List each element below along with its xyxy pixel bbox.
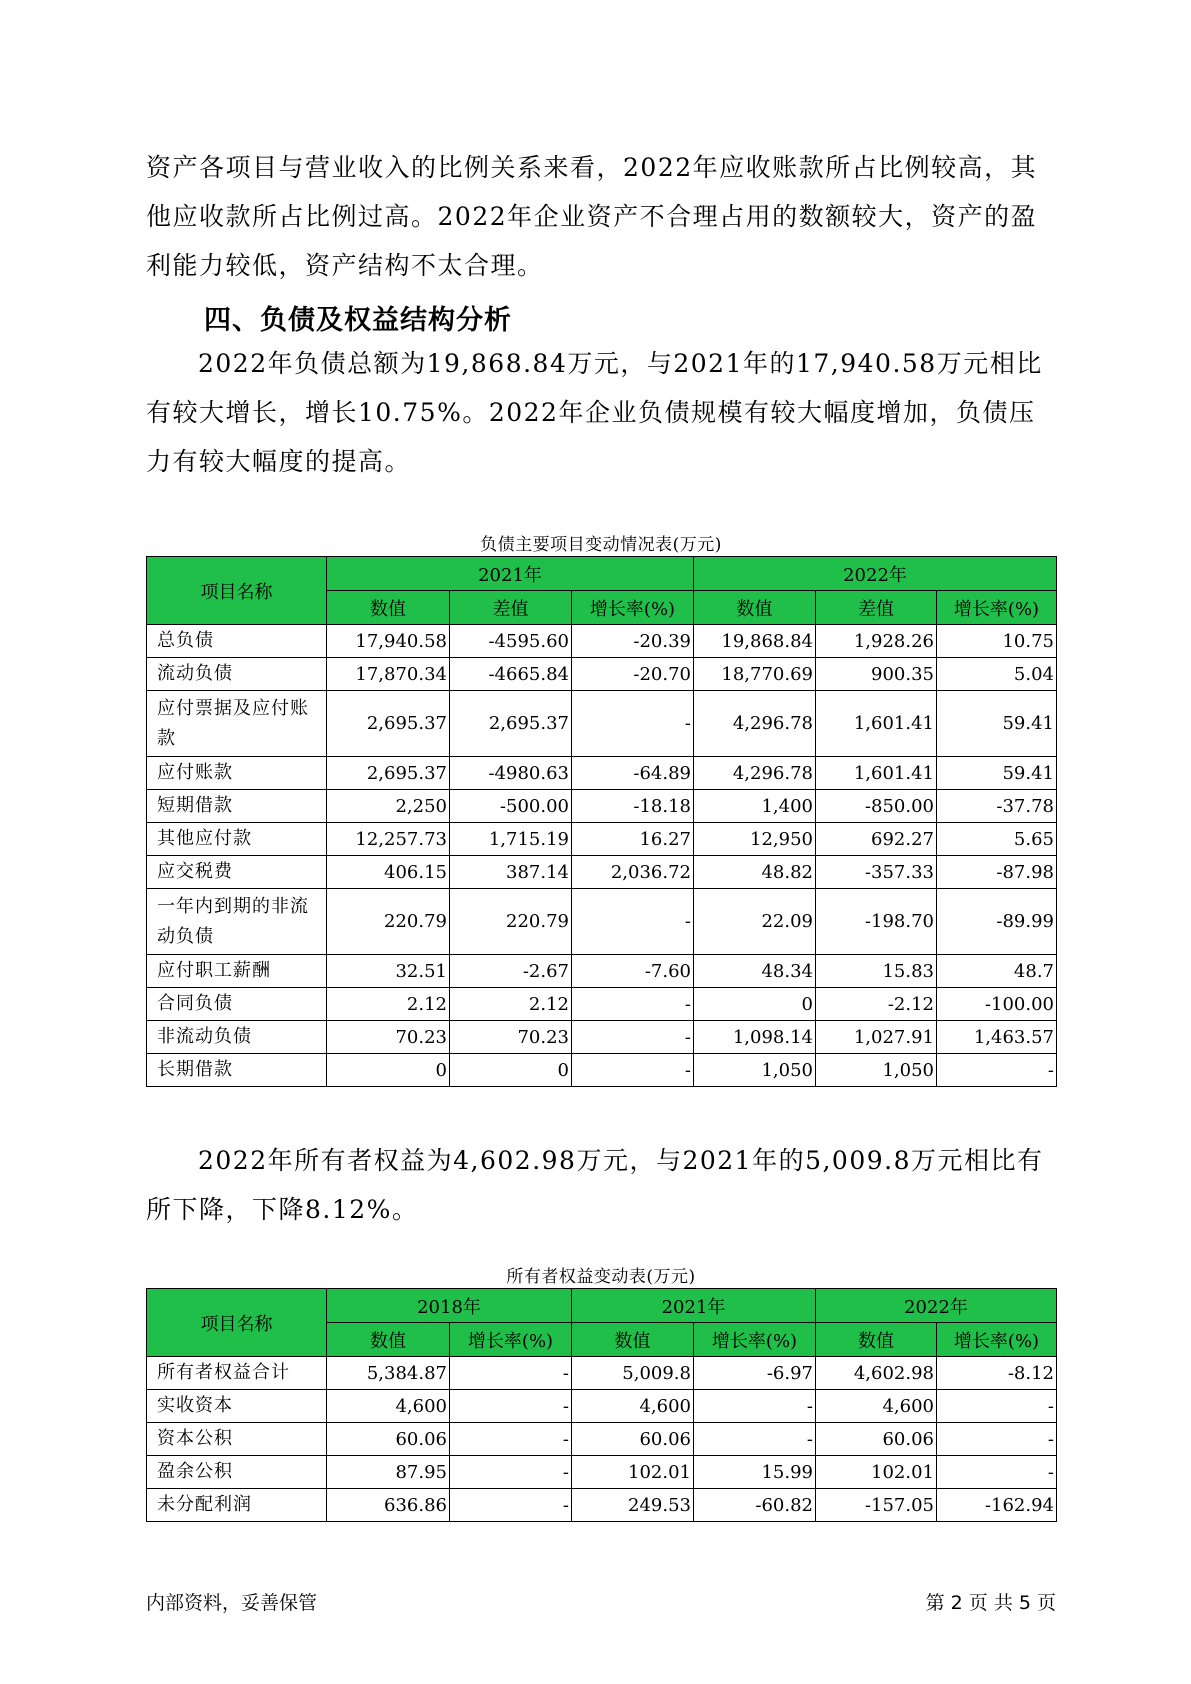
table-cell: 692.27: [816, 823, 937, 856]
table-cell: 4,600: [816, 1390, 937, 1423]
liab-sub-header: 差值: [450, 591, 572, 625]
row-label: 非流动负债: [147, 1021, 327, 1054]
eq-sub-header: 数值: [572, 1323, 694, 1357]
table-row: [147, 1390, 1057, 1423]
footer-confidential: 内部资料，妥善保管: [146, 1592, 318, 1614]
table-cell: 15.83: [816, 955, 937, 988]
table-cell: -: [450, 1456, 572, 1489]
table-cell: 59.41: [937, 757, 1057, 790]
table-cell: -: [572, 1054, 694, 1087]
table-cell: -162.94: [937, 1489, 1057, 1522]
table-cell: -850.00: [816, 790, 937, 823]
table-cell: 12,257.73: [327, 823, 450, 856]
table-cell: -: [572, 1021, 694, 1054]
table-cell: 60.06: [327, 1423, 450, 1456]
row-label: 一年内到期的非流动负债: [147, 889, 327, 955]
table-cell: 406.15: [327, 856, 450, 889]
paragraph-equity-text: 2022年所有者权益为4,602.98万元，与2021年的5,009.8万元相比有所下降，下降8.12%。: [146, 1146, 1044, 1224]
table-cell: 4,602.98: [816, 1357, 937, 1390]
table-cell: -20.70: [572, 658, 694, 691]
equity-table-caption: 所有者权益变动表(万元): [506, 1267, 696, 1287]
table-cell: -7.60: [572, 955, 694, 988]
table-row: [147, 691, 1057, 757]
table-cell: 48.7: [937, 955, 1057, 988]
table-row: [147, 823, 1057, 856]
table-row: [147, 757, 1057, 790]
table-cell: 48.82: [694, 856, 816, 889]
table-cell: -60.82: [694, 1489, 816, 1522]
eq-sub-header: 数值: [816, 1323, 937, 1357]
table-cell: -6.97: [694, 1357, 816, 1390]
row-label: 未分配利润: [147, 1489, 327, 1522]
liability-name-header: 项目名称: [147, 557, 327, 625]
liability-table: [146, 556, 1057, 1087]
row-label: 应付职工薪酬: [147, 955, 327, 988]
eq-sub-header: 增长率(%): [450, 1323, 572, 1357]
table-cell: 1,601.41: [816, 757, 937, 790]
table-row: [147, 625, 1057, 658]
table-cell: -2.67: [450, 955, 572, 988]
table-cell: -500.00: [450, 790, 572, 823]
table-cell: 19,868.84: [694, 625, 816, 658]
liab-sub-header: 数值: [327, 591, 450, 625]
section-heading: 四、负债及权益结构分析: [204, 305, 512, 336]
table-row: [147, 1021, 1057, 1054]
table-cell: -: [572, 889, 694, 955]
table-cell: -20.39: [572, 625, 694, 658]
paragraph-asset-structure: 资产各项目与营业收入的比例关系来看，2022年应收账款所占比例较高，其他应收款所占比例过高。2022年企业资产不合理占用的数额较大，资产的盈利能力较低，资产结构不太合理。: [146, 153, 1038, 280]
table-cell: 636.86: [327, 1489, 450, 1522]
table-cell: -37.78: [937, 790, 1057, 823]
paragraph-liability-text: 2022年负债总额为19,868.84万元，与2021年的17,940.58万元相比有较大增长，增长10.75%。2022年企业负债规模有较大幅度增加，负债压力有较大幅度的提高。: [146, 349, 1043, 476]
table-cell: -4595.60: [450, 625, 572, 658]
table-cell: 12,950: [694, 823, 816, 856]
table-cell: 1,027.91: [816, 1021, 937, 1054]
row-label: 总负债: [147, 625, 327, 658]
table-cell: -: [694, 1423, 816, 1456]
table-cell: -: [572, 988, 694, 1021]
table-row: [147, 889, 1057, 955]
table-cell: 249.53: [572, 1489, 694, 1522]
table-cell: 16.27: [572, 823, 694, 856]
table-cell: -: [937, 1054, 1057, 1087]
table-cell: -: [450, 1489, 572, 1522]
table-cell: 4,296.78: [694, 757, 816, 790]
table-cell: 1,050: [816, 1054, 937, 1087]
row-label: 合同负债: [147, 988, 327, 1021]
table-row: [147, 658, 1057, 691]
table-cell: -: [450, 1423, 572, 1456]
row-label: 所有者权益合计: [147, 1357, 327, 1390]
table-cell: -4665.84: [450, 658, 572, 691]
row-label: 盈余公积: [147, 1456, 327, 1489]
table-cell: -157.05: [816, 1489, 937, 1522]
table-cell: -: [450, 1357, 572, 1390]
table-cell: 15.99: [694, 1456, 816, 1489]
table-cell: 2,695.37: [450, 691, 572, 757]
table-cell: 5,384.87: [327, 1357, 450, 1390]
table-cell: 900.35: [816, 658, 937, 691]
liab-sub-header: 差值: [816, 591, 937, 625]
table-cell: -: [937, 1456, 1057, 1489]
table-cell: -: [937, 1390, 1057, 1423]
paragraph-equity-summary: [146, 1136, 1056, 1234]
table-cell: -: [572, 691, 694, 757]
table-cell: 22.09: [694, 889, 816, 955]
row-label: 应付票据及应付账款: [147, 691, 327, 757]
table-cell: 2,695.37: [327, 757, 450, 790]
table-row: [147, 1054, 1057, 1087]
table-cell: 220.79: [450, 889, 572, 955]
table-cell: 87.95: [327, 1456, 450, 1489]
row-label: 短期借款: [147, 790, 327, 823]
liability-table-caption: 负债主要项目变动情况表(万元): [480, 535, 722, 555]
liab-sub-header: 数值: [694, 591, 816, 625]
table-cell: 2.12: [450, 988, 572, 1021]
table-cell: 1,098.14: [694, 1021, 816, 1054]
table-cell: -64.89: [572, 757, 694, 790]
table-cell: 220.79: [327, 889, 450, 955]
table-row: [147, 1423, 1057, 1456]
row-label: 资本公积: [147, 1423, 327, 1456]
table-cell: 0: [450, 1054, 572, 1087]
table-cell: 5,009.8: [572, 1357, 694, 1390]
table-cell: -87.98: [937, 856, 1057, 889]
table-cell: -4980.63: [450, 757, 572, 790]
table-cell: -357.33: [816, 856, 937, 889]
table-cell: 102.01: [816, 1456, 937, 1489]
table-cell: 1,928.26: [816, 625, 937, 658]
eq-sub-header: 数值: [327, 1323, 450, 1357]
equity-name-header: 项目名称: [147, 1289, 327, 1357]
table-cell: -: [450, 1390, 572, 1423]
table-cell: 70.23: [327, 1021, 450, 1054]
paragraph-liability-summary: [146, 339, 1056, 486]
table-cell: 32.51: [327, 955, 450, 988]
table-cell: 4,600: [327, 1390, 450, 1423]
row-label: 流动负债: [147, 658, 327, 691]
table-cell: 2.12: [327, 988, 450, 1021]
table-cell: -89.99: [937, 889, 1057, 955]
table-cell: 17,870.34: [327, 658, 450, 691]
table-cell: -8.12: [937, 1357, 1057, 1390]
equity-year-header-2022: 2022年: [816, 1289, 1057, 1323]
table-cell: 4,600: [572, 1390, 694, 1423]
table-cell: 70.23: [450, 1021, 572, 1054]
table-cell: 0: [327, 1054, 450, 1087]
table-row: [147, 1357, 1057, 1390]
footer-page-number: 第 2 页 共 5 页: [925, 1592, 1056, 1614]
eq-sub-header: 增长率(%): [694, 1323, 816, 1357]
table-cell: 102.01: [572, 1456, 694, 1489]
equity-year-header-2018: 2018年: [327, 1289, 572, 1323]
liability-year-header-2022: 2022年: [694, 557, 1057, 591]
table-cell: 2,036.72: [572, 856, 694, 889]
table-row: [147, 790, 1057, 823]
row-label: 应付账款: [147, 757, 327, 790]
equity-year-header-2021: 2021年: [572, 1289, 816, 1323]
liability-year-header-2021: 2021年: [327, 557, 694, 591]
table-cell: 60.06: [572, 1423, 694, 1456]
table-cell: -2.12: [816, 988, 937, 1021]
table-cell: -: [694, 1390, 816, 1423]
table-cell: 48.34: [694, 955, 816, 988]
eq-sub-header: 增长率(%): [937, 1323, 1057, 1357]
table-cell: 2,695.37: [327, 691, 450, 757]
table-cell: 1,463.57: [937, 1021, 1057, 1054]
liab-sub-header: 增长率(%): [572, 591, 694, 625]
table-cell: 1,050: [694, 1054, 816, 1087]
equity-table: [146, 1288, 1057, 1522]
table-cell: 1,601.41: [816, 691, 937, 757]
table-cell: 10.75: [937, 625, 1057, 658]
table-cell: 0: [694, 988, 816, 1021]
table-cell: 1,400: [694, 790, 816, 823]
table-row: [147, 1489, 1057, 1522]
table-cell: 59.41: [937, 691, 1057, 757]
table-cell: 17,940.58: [327, 625, 450, 658]
table-cell: -198.70: [816, 889, 937, 955]
table-row: [147, 1456, 1057, 1489]
table-cell: -: [937, 1423, 1057, 1456]
table-row: [147, 955, 1057, 988]
table-cell: 5.04: [937, 658, 1057, 691]
table-cell: -100.00: [937, 988, 1057, 1021]
row-label: 其他应付款: [147, 823, 327, 856]
table-cell: 4,296.78: [694, 691, 816, 757]
table-cell: 1,715.19: [450, 823, 572, 856]
table-cell: 5.65: [937, 823, 1057, 856]
table-cell: 18,770.69: [694, 658, 816, 691]
table-cell: -18.18: [572, 790, 694, 823]
row-label: 应交税费: [147, 856, 327, 889]
table-row: [147, 856, 1057, 889]
table-cell: 60.06: [816, 1423, 937, 1456]
row-label: 长期借款: [147, 1054, 327, 1087]
liab-sub-header: 增长率(%): [937, 591, 1057, 625]
table-cell: 387.14: [450, 856, 572, 889]
row-label: 实收资本: [147, 1390, 327, 1423]
table-row: [147, 988, 1057, 1021]
table-cell: 2,250: [327, 790, 450, 823]
